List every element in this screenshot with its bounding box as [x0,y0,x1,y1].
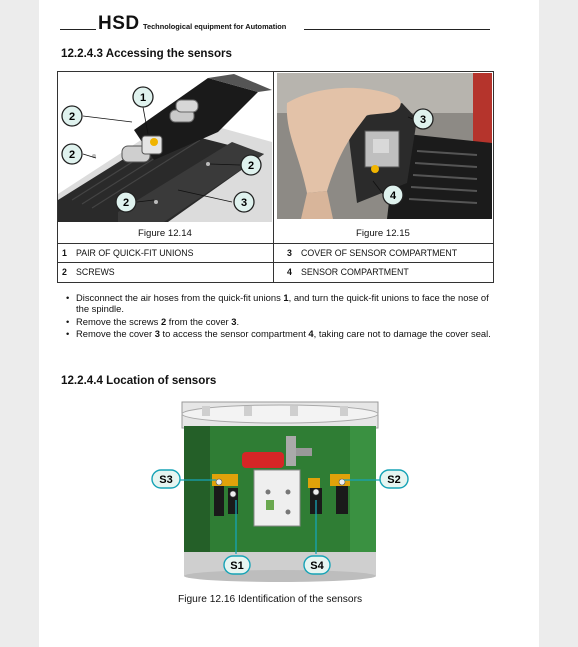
section-heading-accessing-sensors: 12.2.4.3 Accessing the sensors [61,47,232,60]
brand-logo: HSD [98,13,140,34]
legend-rule-top [57,243,494,244]
instruction-list [66,292,491,341]
legend-number: 4 [287,267,292,277]
legend-rule-middle [57,262,494,263]
instruction-item: • Disconnect the air hoses from the quick-fit unions 1, and turn the quick-fit unions to face the nose of the spindle. [66,292,491,315]
figure-12-16-image [150,400,414,584]
sensor-label-s4: S4 [310,560,324,572]
legend-text: COVER OF SENSOR COMPARTMENT [301,248,458,258]
document-header [60,12,490,34]
legend-text: SCREWS [76,267,115,277]
brand-tagline: Technological equipment for Automation [143,22,287,31]
legend-number: 1 [62,248,67,258]
legend-text: PAIR OF QUICK-FIT UNIONS [76,248,194,258]
instruction-item: • Remove the cover 3 to access the sensor compartment 4, taking care not to damage the cover seal. [66,328,491,339]
instruction-item: • Remove the screws 2 from the cover 3. [66,316,491,327]
legend-item-2 [62,267,115,277]
callout-2: 2 [247,160,255,172]
figure-12-14-caption: Figure 12.14 [138,228,192,239]
callout-4: 4 [389,190,397,202]
callout-1: 1 [139,92,147,104]
header-rule-right [304,29,490,30]
sensor-label-s1: S1 [230,560,244,572]
callout-3: 3 [419,114,427,126]
figure-table-divider [273,71,274,283]
legend-item-3 [287,248,457,258]
page-gutter-right [539,0,578,647]
callout-2: 2 [122,197,130,209]
callout-3: 3 [240,197,248,209]
figure-12-15-caption: Figure 12.15 [356,228,410,239]
sensor-label-s2: S2 [387,474,401,486]
figure-12-15-image [277,73,492,219]
legend-item-1 [62,248,193,258]
callout-2: 2 [68,149,76,161]
section-heading-location-sensors: 12.2.4.4 Location of sensors [61,374,217,387]
sensor-label-s3: S3 [159,474,173,486]
figure-12-14-image [58,72,272,222]
legend-number: 3 [287,248,292,258]
page-gutter-left [0,0,39,647]
header-rule-left [60,29,96,30]
figure-12-16-caption: Figure 12.16 Identification of the sensors [178,594,363,605]
legend-item-4 [287,267,409,277]
callout-2: 2 [68,111,76,123]
legend-number: 2 [62,267,67,277]
legend-text: SENSOR COMPARTMENT [301,267,409,277]
